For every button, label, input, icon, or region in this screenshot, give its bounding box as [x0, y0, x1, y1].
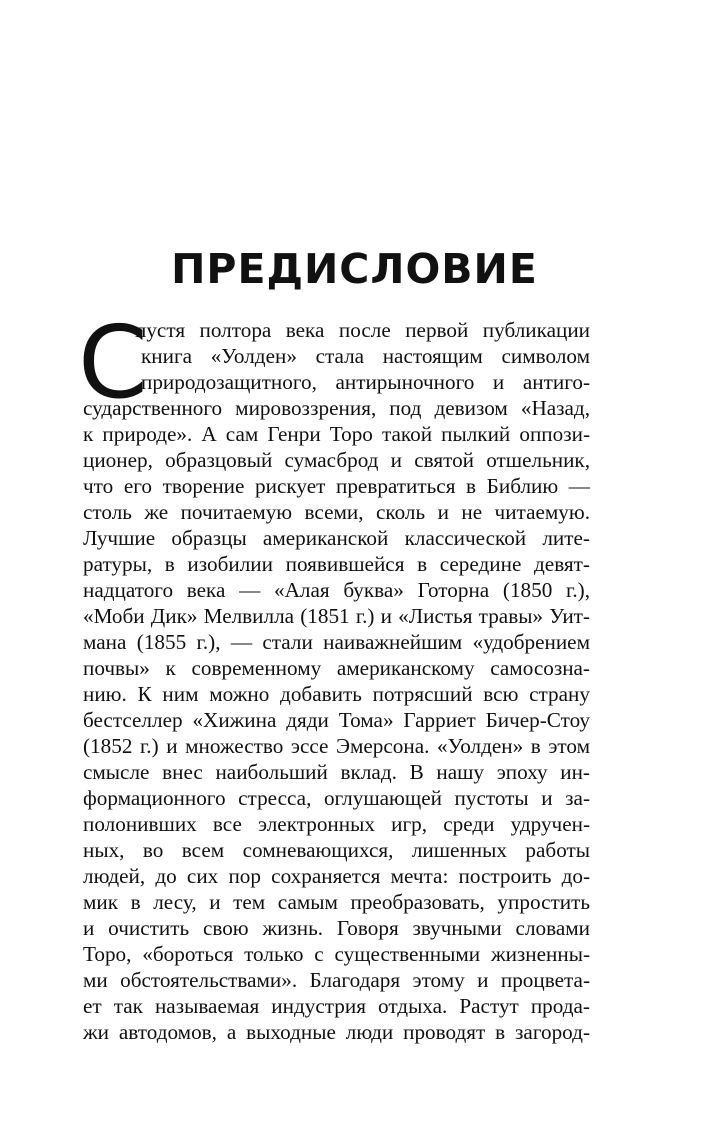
- text-line: формационного стресса, оглушающей пустоты и за-: [83, 786, 590, 810]
- text-line: мана (1855 г.), — стали наиважнейшим «удобрением: [83, 630, 590, 654]
- text-line: ратуры, в изобилии появившейся в середине девят-: [83, 552, 590, 576]
- text-line: ет так называемая индустрия отдыха. Растут прода-: [83, 994, 590, 1018]
- text-line: людей, до сих пор сохраняется мечта: построить до-: [83, 864, 590, 888]
- text-line: бестселлер «Хижина дяди Тома» Гарриет Бичер-Стоу: [83, 708, 590, 732]
- text-line: полонивших все электронных игр, среди удручен-: [83, 812, 590, 836]
- text-line: и очистить свою жизнь. Говоря звучными словами: [83, 916, 590, 940]
- text-line: пустя полтора века после первой публикации: [135, 318, 590, 342]
- text-line: ных, во всем сомневающихся, лишенных работы: [83, 838, 590, 862]
- text-line: (1852 г.) и множество эссе Эмерсона. «Уолден» в этом: [83, 734, 590, 758]
- text-line: сударственного мировоззрения, под девизом «Назад,: [83, 396, 590, 420]
- text-line: что его творение рискует превратиться в Библию —: [83, 474, 590, 498]
- text-line: жи автодомов, а выходные люди проводят в загород-: [83, 1020, 590, 1044]
- text-line: Торо, «бороться только с существенными жизненны-: [83, 942, 590, 966]
- drop-cap-letter: С: [78, 304, 148, 421]
- text-line: ционер, образцовый сумасброд и святой отшельник,: [83, 448, 590, 472]
- text-line: ми обстоятельствами». Благодаря этому и процвета-: [83, 968, 590, 992]
- chapter-heading: ПРЕДИСЛОВИЕ: [171, 245, 538, 293]
- text-line: книга «Уолден» стала настоящим символом: [141, 344, 590, 368]
- text-line: надцатого века — «Алая буква» Готорна (1850 г.),: [83, 578, 590, 602]
- text-line: почвы» к современному американскому самосозна-: [83, 656, 590, 680]
- text-line: столь же почитаемую всеми, сколь и не читаемую.: [83, 500, 590, 524]
- text-line: «Моби Дик» Мелвилла (1851 г.) и «Листья травы» Уит-: [83, 604, 590, 628]
- text-line: Лучшие образцы американской классической лите-: [83, 526, 590, 550]
- text-line: смысле внес наибольший вклад. В нашу эпоху ин-: [83, 760, 590, 784]
- text-line: нию. К ним можно добавить потрясший всю страну: [83, 682, 590, 706]
- text-line: к природе». А сам Генри Торо такой пылкий оппози-: [83, 422, 590, 446]
- text-line: мик в лесу, и тем самым преобразовать, упростить: [83, 890, 590, 914]
- text-line: природозащитного, антирыночного и антиго-: [141, 370, 590, 394]
